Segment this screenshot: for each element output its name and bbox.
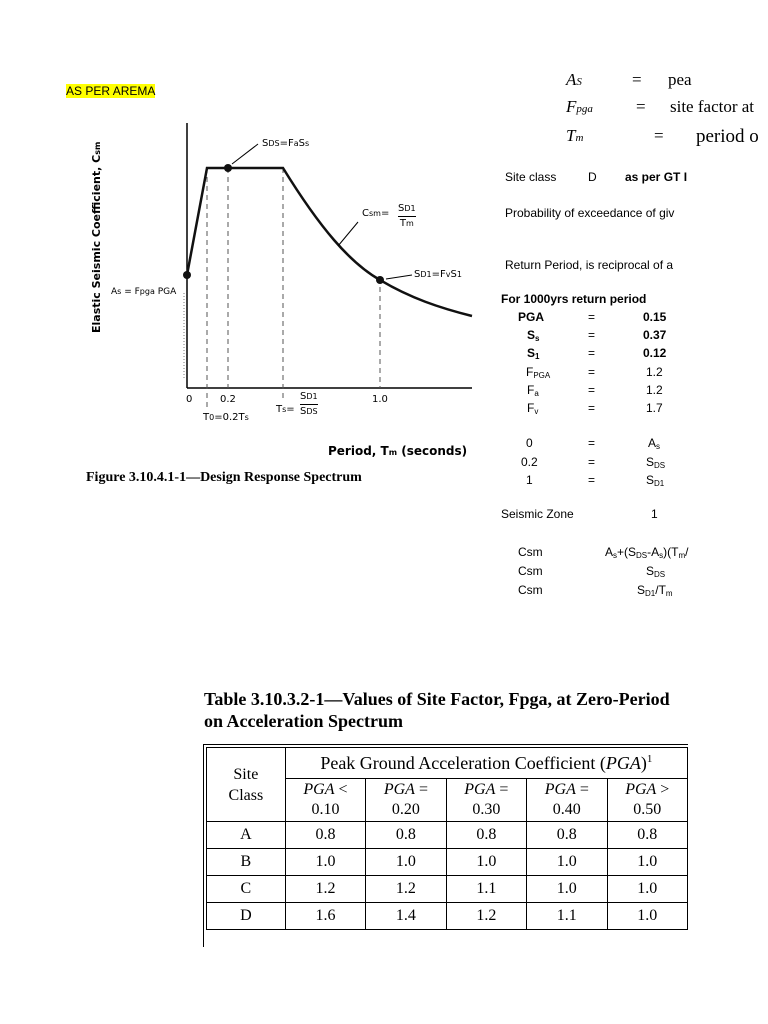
formula-symbol-tm: Tm [566,126,584,145]
param-value: 1.7 [646,401,663,415]
period-t: 1 [526,473,533,487]
seismic-zone-label: Seismic Zone [501,507,574,521]
site-class-label: Site class [505,170,557,184]
site-class-cell: B [207,849,286,876]
value-cell: 1.0 [607,849,687,876]
period-value-as: $A_s$ [648,436,661,451]
sd1-label: SD1=FvS1 [414,269,462,280]
param-value: 0.12 [643,346,667,360]
param-eq: = [588,328,596,342]
sds-point [224,164,232,172]
col-header: PGA = 0.40 [527,779,607,822]
site-class-cell: A [207,822,286,849]
value-cell: 1.2 [446,903,526,930]
formula-symbol-fpga: Fpga [566,97,593,116]
arema-highlight: AS PER AREMA [66,84,156,98]
value-cell: 1.1 [446,876,526,903]
tick-0: 0 [186,394,193,405]
col-header: PGA = 0.20 [366,779,446,822]
period-t: 0 [526,436,533,450]
tick-02: 0.2 [220,394,236,405]
value-cell: 0.8 [607,822,687,849]
x-axis-label: Period, Tm (seconds) [328,444,468,458]
col-header: PGA < 0.10 [285,779,365,822]
csm-formula-1: $A_s+(S_{DS}-A_s)(T_m/$ [605,545,689,560]
col-header: PGA > 0.50 [607,779,687,822]
spectrum-svg [80,118,480,498]
as-label: As = Fpga PGA [111,287,177,297]
param-eq: = [588,346,596,360]
formula-desc: pea [668,70,692,89]
site-class-header: Site Class [207,748,286,822]
period-value-sds: $S_{DS}$ [646,455,666,470]
param-eq: = [588,365,596,379]
value-cell: 0.8 [285,822,365,849]
t0-label: T0=0.2Ts [203,412,249,423]
probability-text: Probability of exceedance of giv [505,206,675,220]
formula-desc: site factor at [670,97,755,116]
value-cell: 1.2 [366,876,446,903]
period-eq: = [588,473,596,487]
site-class-cell: C [207,876,286,903]
value-cell: 1.0 [607,903,687,930]
csm-formula-2: $S_{DS}$ [646,564,666,579]
figure-caption: Figure 3.10.4.1-1—Design Response Spectrum [86,470,362,485]
csm-fraction: SD1 Tm [398,203,416,229]
param-fpga: $F_{PGA}$ [526,365,551,380]
param-value: 1.2 [646,365,663,379]
value-cell: 1.0 [527,849,607,876]
csm-name: Csm [518,583,543,597]
param-s1: $S_1$ [527,346,540,361]
site-factor-grid [206,747,688,930]
arema-label [66,84,155,98]
table-row [207,822,688,849]
value-cell: 1.0 [285,849,365,876]
value-cell: 1.0 [446,849,526,876]
param-fa: $F_a$ [527,383,539,398]
sd1-leader [386,275,412,279]
param-eq: = [588,383,596,397]
csm-leader [338,222,358,246]
value-cell: 0.8 [446,822,526,849]
pga-group-header: Peak Ground Acceleration Coefficient (PGA)$^1$ [285,748,687,779]
sds-leader [232,144,258,164]
formula-symbol-as: AS [566,70,582,89]
value-cell: 1.2 [285,876,365,903]
site-class-value: D [588,170,597,184]
ts-fraction: SD1 SDS [300,391,318,417]
return-period-text: Return Period, is reciprocal of a [505,258,674,272]
spectrum-figure [80,118,480,498]
period-eq: = [588,455,596,469]
value-cell: 1.6 [285,903,365,930]
period-t: 0.2 [521,455,538,469]
sd1-point [376,276,384,284]
table-row [207,849,688,876]
period-value-sd1: $S_{D1}$ [646,473,665,488]
value-cell: 0.8 [527,822,607,849]
param-pga: PGA [518,310,545,324]
table-row [207,903,688,930]
spectrum-curve [187,168,472,316]
value-cell: 1.4 [366,903,446,930]
return-period-heading: For 1000yrs return period [501,292,647,306]
formula-desc: period o [696,126,759,147]
col-header: PGA = 0.30 [446,779,526,822]
ts-label: Ts= [276,404,295,415]
value-cell: 1.0 [366,849,446,876]
param-fv: $F_v$ [527,401,539,416]
csm-name: Csm [518,545,543,559]
csm-name: Csm [518,564,543,578]
as-point [183,271,191,279]
csm-formula-3: $S_{D1}/T_m$ [637,583,673,598]
value-cell: 1.1 [527,903,607,930]
csm-label: Csm= [362,208,390,219]
table-caption: Table 3.10.3.2-1—Values of Site Factor, Fpga, at Zero-Period on Acceleration Spectrum [204,689,670,731]
seismic-zone-value: 1 [651,507,658,521]
formula-eq: = [654,126,664,145]
formula-eq: = [636,97,646,116]
site-class-cell: D [207,903,286,930]
value-cell: 0.8 [366,822,446,849]
value-cell: 1.0 [607,876,687,903]
sds-label: SDS=FaSs [262,138,310,149]
param-value: 1.2 [646,383,663,397]
site-class-note: as per GT I [625,170,688,184]
formula-eq: = [632,70,642,89]
table-row [207,876,688,903]
site-factor-table [203,744,688,947]
param-value: 0.15 [643,310,667,324]
period-eq: = [588,436,596,450]
param-value: 0.37 [643,328,667,342]
y-axis-label: Elastic Seismic Coefficient, Csm [90,141,103,333]
param-ss: $S_s$ [527,328,540,343]
param-eq: = [588,401,596,415]
param-eq: = [588,310,596,324]
value-cell: 1.0 [527,876,607,903]
tick-10: 1.0 [372,394,388,405]
